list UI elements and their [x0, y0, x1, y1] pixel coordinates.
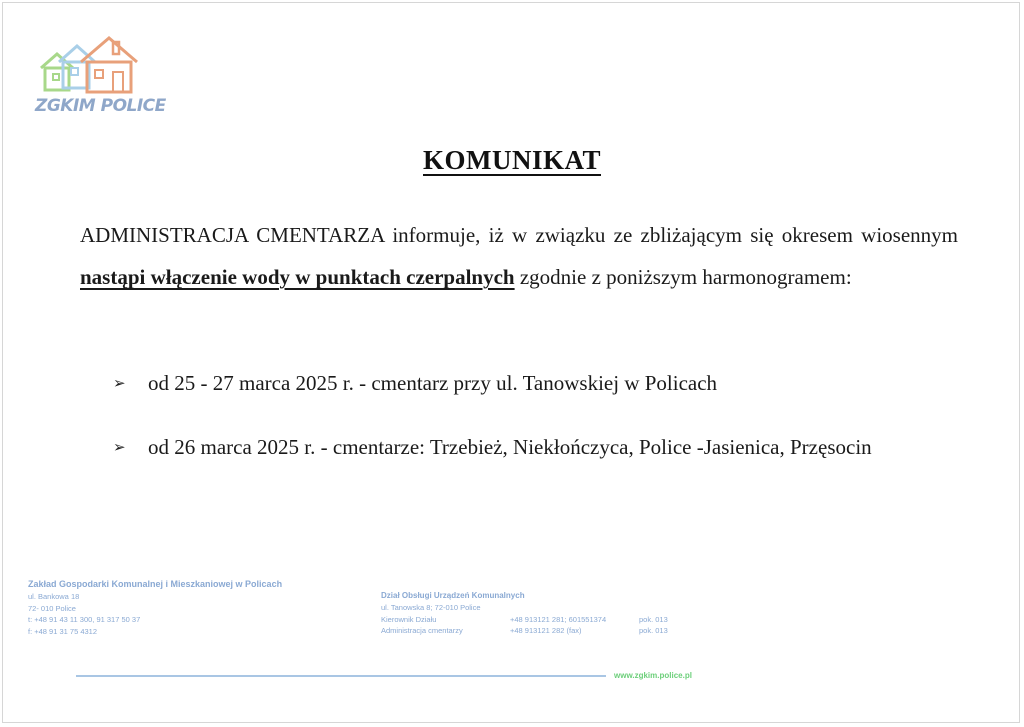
arrow-bullet-icon: ➢ [113, 374, 126, 392]
contact-room: pok. 013 [639, 614, 668, 624]
contact-phone: +48 913121 282 (fax) [510, 626, 582, 635]
company-phone: t: +48 91 43 11 300, 91 317 50 37 [28, 615, 141, 624]
paragraph-intro: ADMINISTRACJA CMENTARZA informuje, iż w związku ze zbliżającym się okresem wiosennym [80, 223, 958, 247]
company-city: 72- 010 Police [28, 603, 76, 613]
footer-divider [76, 675, 606, 677]
schedule-list [113, 362, 958, 490]
list-item [113, 362, 958, 404]
footer-department-info [381, 590, 668, 637]
paragraph-highlight: nastąpi włączenie wody w punktach czerpalnych [80, 265, 515, 289]
contact-phone: +48 913121 281; 601551374 [510, 614, 607, 624]
arrow-bullet-icon: ➢ [113, 438, 126, 456]
title-text: KOMUNIKAT [423, 145, 601, 175]
schedule-item-text: od 25 - 27 marca 2025 r. - cmentarz przy ul. Tanowskiej w Policach [148, 371, 718, 395]
department-address: ul. Tanowska 8; 72-010 Police [381, 603, 481, 612]
footer-company-info [28, 577, 282, 637]
paragraph-outro: zgodnie z poniższym harmonogramem: [514, 265, 852, 289]
schedule-item-text: od 26 marca 2025 r. - cmentarze: Trzebież, Niekłończyca, Police -Jasienica, Przęsocin [148, 435, 872, 459]
contact-room: pok. 013 [639, 626, 668, 635]
contact-role: Administracja cmentarzy [381, 626, 463, 635]
page-title [0, 145, 1024, 176]
department-name: Dział Obsługi Urządzeń Komunalnych [381, 591, 525, 600]
list-item [113, 426, 958, 468]
houses-icon [33, 34, 149, 98]
logo-text: ZGKIM POLICE [35, 96, 166, 116]
zgkim-logo [33, 34, 166, 124]
announcement-paragraph [80, 214, 958, 298]
contact-role: Kierownik Działu [381, 614, 437, 624]
company-fax: f: +48 91 31 75 4312 [28, 626, 98, 636]
contact-row [381, 625, 668, 637]
website-link[interactable]: www.zgkim.police.pl [614, 671, 692, 680]
department-contacts [381, 614, 668, 637]
contact-row [381, 614, 668, 626]
company-name: Zakład Gospodarki Komunalnej i Mieszkaniowej w Policach [28, 579, 283, 589]
company-street: ul. Bankowa 18 [28, 592, 80, 601]
